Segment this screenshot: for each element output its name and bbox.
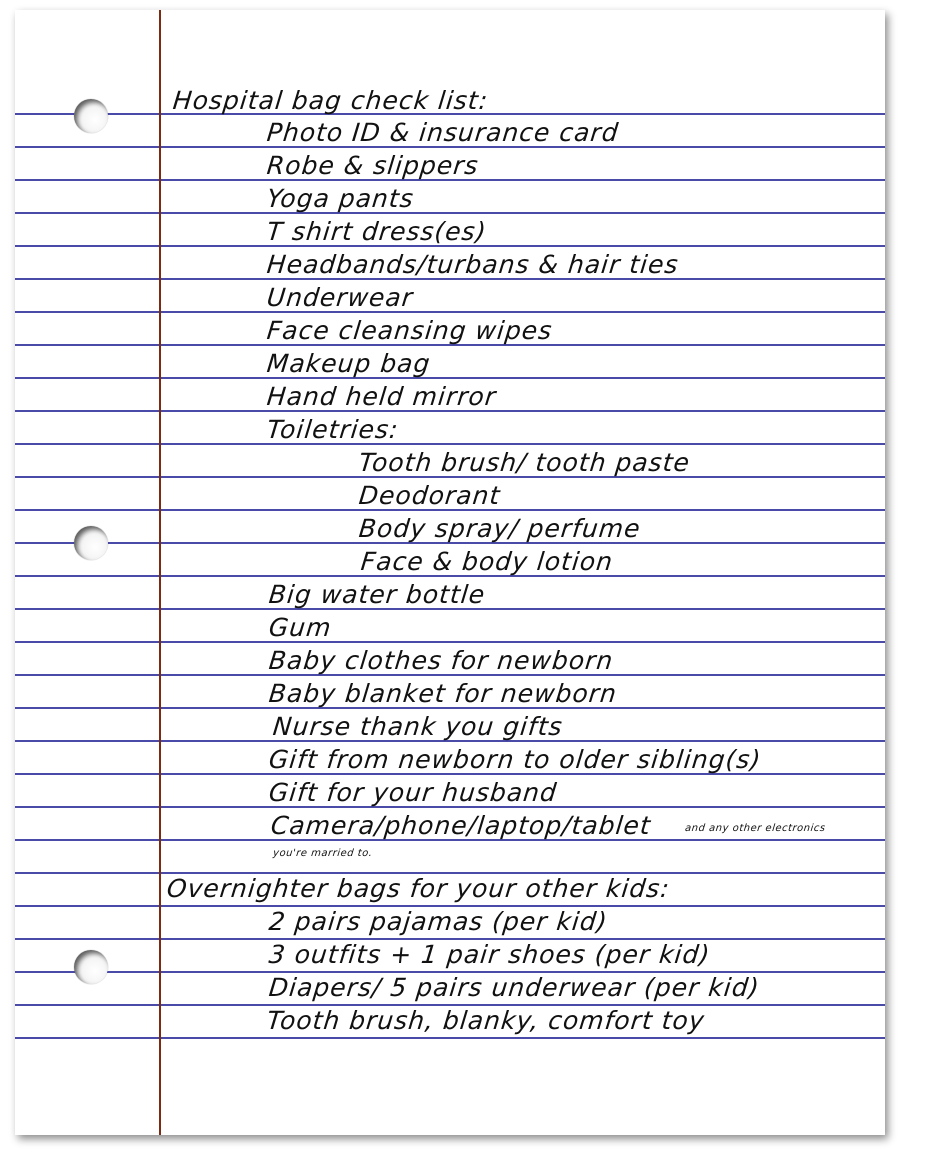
list-item: Underwear [265,283,415,312]
electronics-note-continued: you're married to. [272,848,373,859]
overnighter-item: 3 outfits + 1 pair shoes (per kid) [267,940,712,969]
ruled-line [15,1037,885,1039]
overnighter-item: Tooth brush, blanky, comfort toy [265,1006,707,1035]
list-item: T shirt dress(es) [265,217,489,246]
list-item: Baby clothes for newborn [267,646,615,675]
list-item: Hand held mirror [265,382,498,411]
ruled-line [15,377,885,379]
list-title: Hospital bag check list: [171,86,490,115]
margin-line [159,10,161,1135]
list-item: Baby blanket for newborn [267,679,619,708]
toiletries-item: Body spray/ perfume [357,514,643,543]
list-item: Yoga pants [265,184,416,213]
punch-hole-middle [74,526,108,560]
toiletries-item: Face & body lotion [359,547,615,576]
list-item: Nurse thank you gifts [271,712,565,741]
ruled-line [15,212,885,214]
list-item: Gift for your husband [267,778,559,807]
ruled-line [15,641,885,643]
punch-hole-top [74,99,108,133]
ruled-line [15,443,885,445]
electronics-note: and any other electronics [684,823,827,834]
list-item: Headbands/turbans & hair ties [265,250,681,279]
overnighter-title: Overnighter bags for your other kids: [165,874,672,903]
overnighter-item: 2 pairs pajamas (per kid) [267,907,610,936]
toiletries-item: Tooth brush/ tooth paste [357,448,692,477]
punch-hole-bottom [74,950,108,984]
overnighter-item: Diapers/ 5 pairs underwear (per kid) [267,973,762,1002]
list-item: Toiletries: [265,415,401,444]
list-item: Face cleansing wipes [265,316,554,345]
notebook-page [15,10,885,1135]
list-item: Robe & slippers [265,151,481,180]
ruled-line [15,311,885,313]
list-item: Photo ID & insurance card [265,118,621,147]
list-item: Gum [267,613,334,642]
list-item: Gift from newborn to older sibling(s) [267,745,763,774]
toiletries-item: Deodorant [357,481,502,510]
list-item: Makeup bag [265,349,433,378]
list-item: Camera/phone/laptop/tablet [269,811,653,840]
list-item: Big water bottle [267,580,487,609]
